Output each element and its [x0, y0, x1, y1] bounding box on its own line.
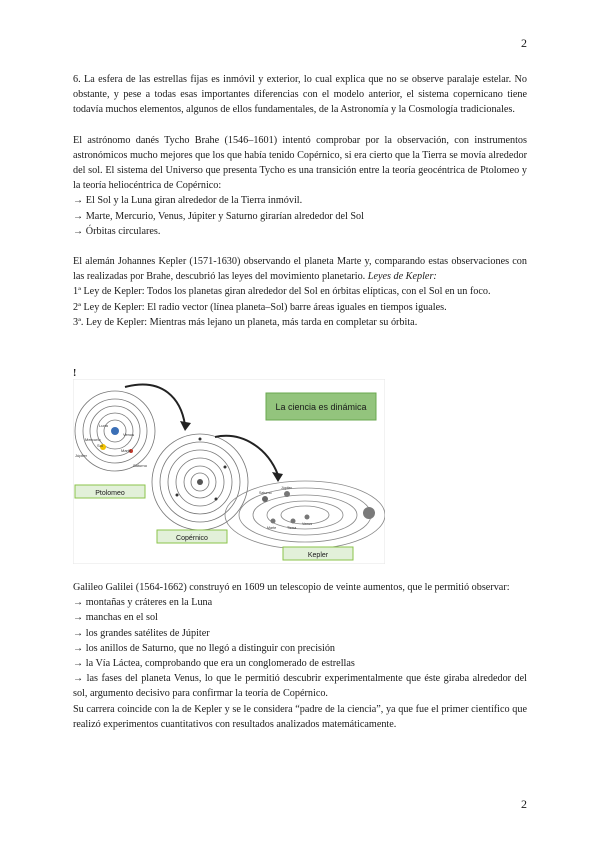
- sun-icon: [197, 479, 203, 485]
- tycho-item: → El Sol y la Luna giran alrededor de la Tierra inmóvil.: [73, 195, 303, 207]
- kepler-law: 3ª. Ley de Kepler: Mientras más lejano un planeta, más tarda en completar su órbita.: [73, 316, 418, 328]
- planet-icon: [215, 498, 218, 501]
- ptolemy-label: Marte: [121, 448, 132, 453]
- galileo-closing: Su carrera coincide con la de Kepler y se le considera “padre de la ciencia”, ya que fue el primer científico que realizó experimentos cuantitativos con resultados analizados matemáticamente.: [73, 703, 527, 730]
- kepler-laws-title: Leyes de Kepler:: [367, 271, 437, 283]
- earth-icon: [291, 519, 296, 524]
- kepler-label: Marte: [267, 526, 277, 530]
- text-block-top: [73, 72, 527, 330]
- text-block-galileo: [73, 580, 527, 732]
- copernicus-caption: Copérnico: [176, 535, 208, 542]
- kepler-label: Júpiter: [281, 486, 292, 490]
- tycho-paragraph: El astrónomo danés Tycho Brahe (1546–1601) intentó comprobar por la observación, con instrumentos astronómicos mucho mejores que los que había tenido Copérnico, si era cierto que la Tierra se movía alrededor del sol. El sistema del Universo que presenta Tycho es una transición entre la teoría geocéntrica de Ptolomeo y la teoría heliocéntrica de Copérnico:: [73, 134, 527, 192]
- page-number-top: 2: [521, 36, 527, 50]
- jupiter-icon: [284, 491, 290, 497]
- page-number-bottom: 2: [521, 797, 527, 811]
- ptolemy-label: Venus: [123, 432, 135, 437]
- exclamation-mark: !: [73, 368, 77, 379]
- tycho-item: → Órbitas circulares.: [73, 225, 161, 237]
- galileo-item: → las fases del planeta Venus, lo que le permitió descubrir experimentalmente que éste giraba alrededor del sol, argumento decisivo para confirmar la teoría de Copérnico.: [73, 673, 527, 700]
- venus-icon: [305, 515, 310, 520]
- galileo-paragraph: Galileo Galilei (1564-1662) construyó en 1609 un telescopio de veinte aumentos, que le permitió observar:: [73, 582, 510, 593]
- saturn-icon: [262, 496, 268, 502]
- earth-icon: [111, 427, 119, 435]
- planet-icon: [224, 466, 227, 469]
- kepler-paragraph: [73, 254, 527, 284]
- galileo-item: → montañas y cráteres en la Luna: [73, 597, 213, 609]
- kepler-law: 2ª Ley de Kepler: El radio vector (línea planeta–Sol) barre áreas iguales en tiempos iguales.: [73, 301, 447, 313]
- ptolemy-label: Mercurio: [85, 437, 101, 442]
- planet-icon: [176, 494, 179, 497]
- ptolemy-label: Luna: [99, 423, 108, 428]
- kepler-label: Venus: [302, 522, 312, 526]
- galileo-item: → los anillos de Saturno, que no llegó a distinguir con precisión: [73, 642, 336, 654]
- sun-icon: [363, 507, 375, 519]
- tycho-item: → Marte, Mercurio, Venus, Júpiter y Saturno girarían alrededor del Sol: [73, 210, 364, 222]
- kepler-law: 1ª Ley de Kepler: Todos los planetas giran alrededor del Sol en órbitas elípticas, con el Sol en un foco.: [73, 286, 491, 298]
- kepler-label: Saturno: [259, 491, 272, 495]
- section-6-paragraph: 6. La esfera de las estrellas fijas es inmóvil y exterior, lo cual explica que no se observe paralaje estelar. No obstante, y pese a todas esas importantes diferencias con el modelo anterior, el sistema copernicano tiene todavía muchos elementos, algunos de ellos fundamentales, de la Astronomía y la Cosmología tradicionales.: [73, 74, 527, 116]
- ptolemy-label: Saturno: [133, 463, 148, 468]
- mars-icon: [271, 519, 276, 524]
- kepler-caption: Kepler: [307, 552, 329, 559]
- galileo-item: → manchas en el sol: [73, 612, 158, 624]
- ptolemy-label: Júpiter: [75, 453, 88, 458]
- ptolemy-label: Sol: [97, 443, 103, 448]
- kepler-intro: El alemán Johannes Kepler (1571-1630) observando el planeta Marte y, comparando estas observaciones con las realizadas por Brahe, descubrió las leyes del movimiento planetario.: [73, 256, 527, 283]
- banner-text: La ciencia es dinámica: [275, 402, 367, 412]
- galileo-item: → la Vía Láctea, comprobando que era un conglomerado de estrellas: [73, 658, 355, 670]
- cosmology-models-diagram: [73, 379, 385, 564]
- planet-icon: [199, 438, 202, 441]
- kepler-label: Tierra: [287, 526, 297, 530]
- galileo-item: → los grandes satélites de Júpiter: [73, 627, 210, 639]
- ptolemy-caption: Ptolomeo: [95, 490, 125, 497]
